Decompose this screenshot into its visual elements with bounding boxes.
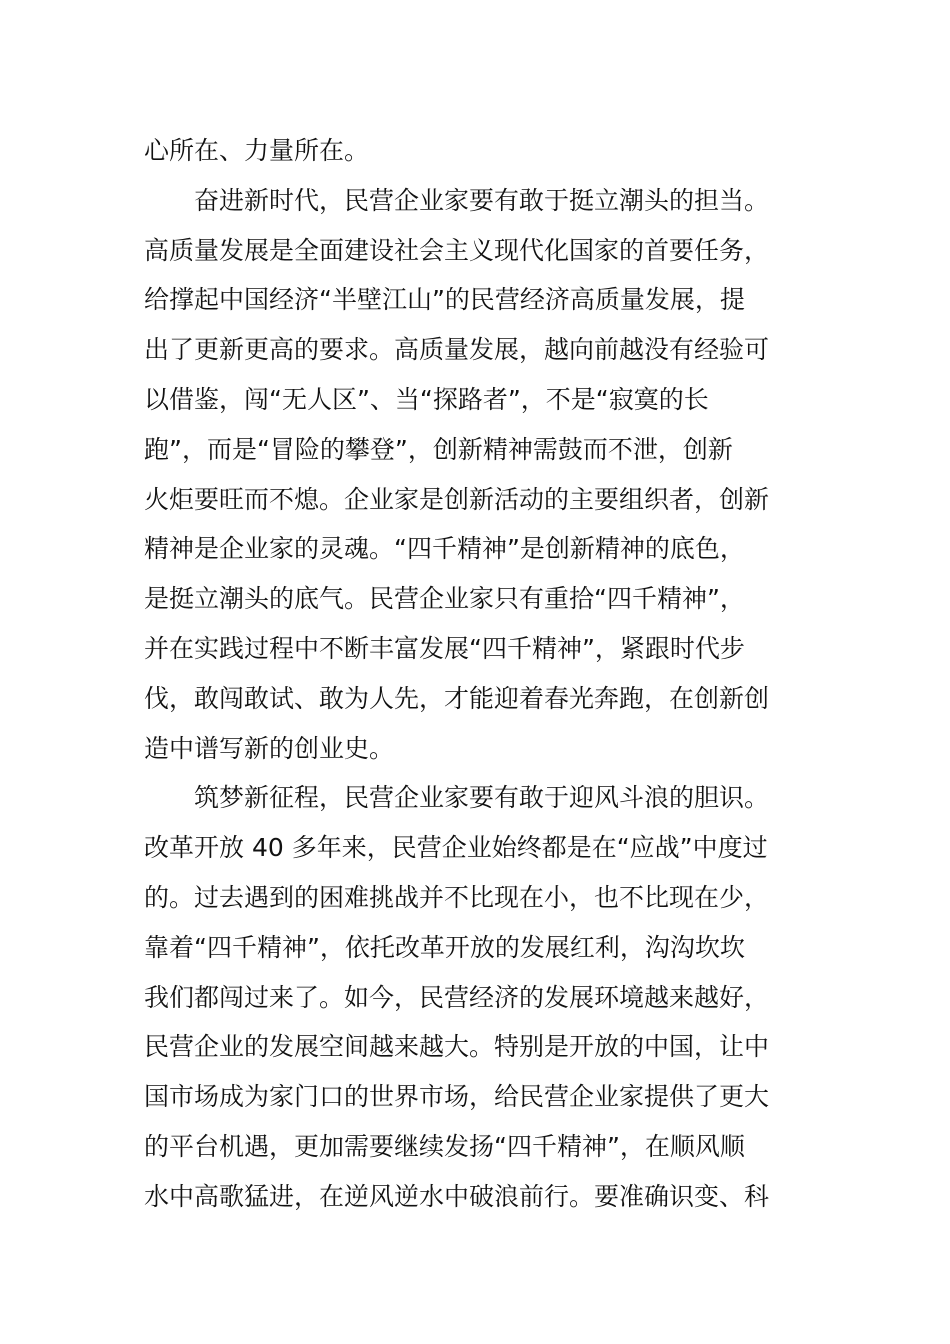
text-line-1: 心所在、力量所在。: [144, 136, 370, 165]
text-line-17: 靠着“四千精神”，依托改革开放的发展红利，沟沟坎坎: [144, 932, 745, 962]
text-line-20: 国市场成为家门口的世界市场，给民营企业家提供了更大: [144, 1082, 770, 1112]
paragraph-start-line: 筑梦新征程，民营企业家要有敢于迎风斗浪的胆识。: [194, 783, 770, 813]
text-line-15: 改革开放 40 多年来，民营企业始终都是在“应战”中度过: [144, 833, 768, 863]
text-line-4: 给撑起中国经济“半壁江山”的民营经济高质量发展，提: [144, 285, 745, 315]
text-line-18: 我们都闯过来了。如今，民营经济的发展环境越来越好，: [144, 982, 770, 1012]
document-body: [144, 126, 808, 1222]
text-line-5: 出了更新更高的要求。高质量发展，越向前越没有经验可: [144, 335, 770, 365]
text-line-13: 造中谱写新的创业史。: [144, 733, 395, 763]
text-line-9: 精神是企业家的灵魂。“四千精神”是创新精神的底色，: [144, 534, 745, 564]
text-line-19: 民营企业的发展空间越来越大。特别是开放的中国，让中: [144, 1032, 770, 1062]
text-line-21: 的平台机遇，更加需要继续发扬“四千精神”，在顺风顺: [144, 1131, 745, 1161]
text-line-12: 伐，敢闯敢试、敢为人先，才能迎着春光奔跑，在创新创: [144, 683, 770, 713]
text-line-10: 是挺立潮头的底气。民营企业家只有重拾“四千精神”，: [144, 584, 745, 614]
text-line-7: 跑”，而是“冒险的攀登”，创新精神需鼓而不泄，创新: [144, 434, 733, 464]
text-line-11: 并在实践过程中不断丰富发展“四千精神”，紧跟时代步: [144, 633, 745, 663]
paragraph-start-line: 奋进新时代，民营企业家要有敢于挺立潮头的担当。: [194, 185, 770, 215]
text-line-22: 水中高歌猛进，在逆风逆水中破浪前行。要准确识变、科: [144, 1181, 770, 1211]
text-line-16: 的。过去遇到的困难挑战并不比现在小，也不比现在少，: [144, 882, 770, 912]
text-line-6: 以借鉴，闯“无人区”、当“探路者”，不是“寂寞的长: [144, 384, 709, 414]
text-line-3: 高质量发展是全面建设社会主义现代化国家的首要任务，: [144, 235, 770, 265]
text-line-8: 火炬要旺而不熄。企业家是创新活动的主要组织者，创新: [144, 484, 770, 514]
